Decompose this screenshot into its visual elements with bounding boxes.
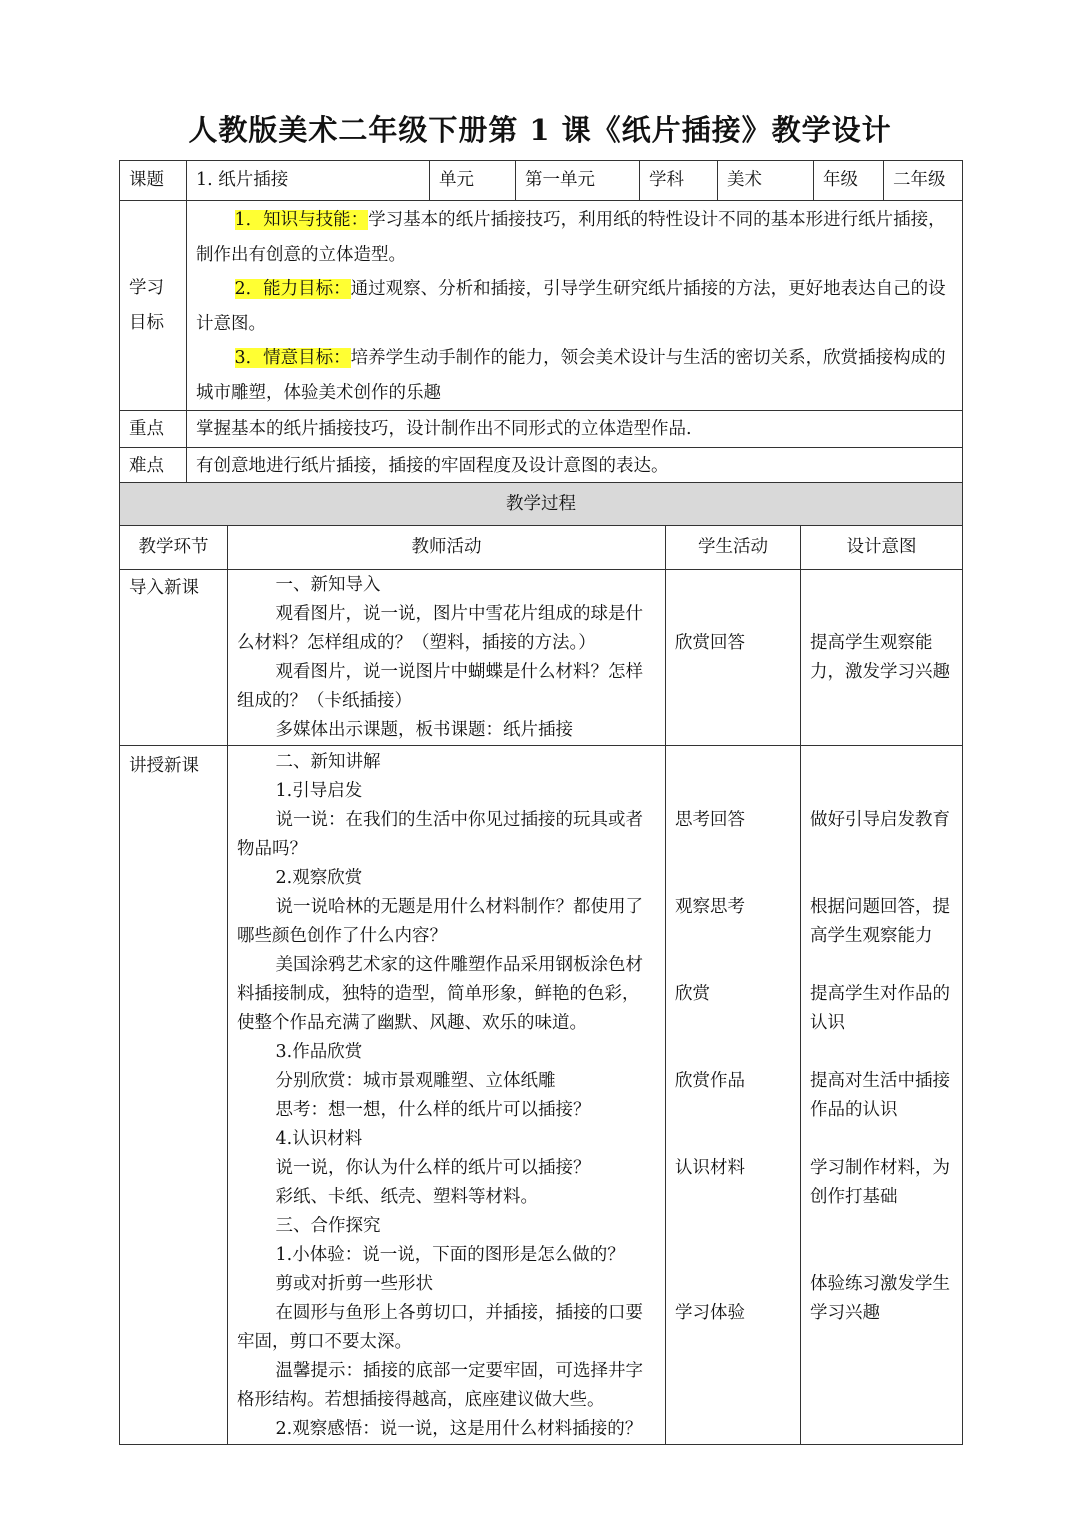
goals-label: 学习 目标 [120, 201, 187, 411]
course-value: 1. 纸片插接 [187, 161, 430, 201]
info-table [119, 160, 963, 485]
goals-content [187, 201, 963, 411]
goal-item-1: 1．知识与技能：学习基本的纸片插接技巧，利用纸的特性设计不同的基本形进行纸片插接，制作出有创意的立体造型。 [196, 210, 946, 265]
teach-row [120, 746, 963, 1445]
intro-stage: 导入新课 [120, 570, 228, 746]
subject-label: 学科 [640, 161, 718, 201]
col-stage-header: 教学环节 [120, 526, 228, 570]
col-student-header: 学生活动 [666, 526, 801, 570]
difficulty-label: 难点 [120, 448, 187, 485]
goal-tag-3: 3．情意目标： [234, 348, 351, 368]
process-table [119, 482, 963, 1445]
intro-teacher: 一、新知导入 观看图片，说一说，图片中雪花片组成的球是什么材料？怎样组成的？（塑料，插接的方法。） 观看图片，说一说图片中蝴蝶是什么材料？怎样组成的？（卡纸插接） 多媒体出示课题，板书课题：纸片插接 [228, 570, 666, 746]
process-heading-row [120, 483, 963, 526]
unit-value: 第一单元 [516, 161, 640, 201]
info-row [120, 161, 963, 201]
teach-teacher: 二、新知讲解 1.引导启发 说一说：在我们的生活中你见过插接的玩具或者物品吗？ 2.观察欣赏 说一说哈林的无题是用什么材料制作？都使用了哪些颜色创作了什么内容？ 美国涂鸦艺术家的这件雕塑作品采用钢板涂色材料插接制成，独特的造型，简单形象，鲜艳的色彩，使整个作品充满了幽默、风趣、欢乐的味道。 3.作品欣赏 分别欣赏：城市景观雕塑、立体纸雕 思考：想一想，什么样的纸片可以插接？ 4.认识材料 说一说，你认为什么样的纸片可以插接？ 彩纸、卡纸、纸壳、塑料等材料。 三、合作探究 1.小体验：说一说，下面的图形是怎么做的？ 剪或对折剪一些形状 在圆形与鱼形上各剪切口，并插接，插接的口要牢固，剪口不要太深。 温馨提示：插接的底部一定要牢固，可选择井字格形结构。若想插接得越高，底座建议做大些。 2.观察感悟：说一说，这是用什么材料插接的？ [228, 746, 666, 1445]
goals-row [120, 201, 963, 411]
intro-intent: 提高学生观察能力，激发学习兴趣 [801, 570, 963, 746]
col-intent-header: 设计意图 [801, 526, 963, 570]
unit-label: 单元 [430, 161, 516, 201]
col-teacher-header: 教师活动 [228, 526, 666, 570]
key-point-row [120, 411, 963, 448]
column-header-row [120, 526, 963, 570]
grade-label: 年级 [814, 161, 884, 201]
intro-student: 欣赏回答 [666, 570, 801, 746]
key-point-text: 掌握基本的纸片插接技巧，设计制作出不同形式的立体造型作品. [187, 411, 963, 448]
teach-stage: 讲授新课 [120, 746, 228, 1445]
goal-tag-2: 2．能力目标： [234, 279, 351, 299]
goal-tag-1: 1．知识与技能： [234, 210, 369, 230]
key-point-label: 重点 [120, 411, 187, 448]
difficulty-row [120, 448, 963, 485]
subject-value: 美术 [718, 161, 814, 201]
grade-value: 二年级 [884, 161, 963, 201]
difficulty-text: 有创意地进行纸片插接，插接的牢固程度及设计意图的表达。 [187, 448, 963, 485]
teach-intent: 做好引导启发教育 根据问题回答，提高学生观察能力 提高学生对作品的认识 提高对生活中插接作品的认识 学习制作材料，为创作打基础 体验练习激发学生学习兴趣 [801, 746, 963, 1445]
goal-item-2: 2．能力目标：通过观察、分析和插接，引导学生研究纸片插接的方法，更好地表达自己的设计意图。 [196, 279, 946, 334]
intro-row [120, 570, 963, 746]
teach-student: 思考回答 观察思考 欣赏 欣赏作品 认识材料 学习体验 [666, 746, 801, 1445]
process-heading: 教学过程 [120, 483, 963, 526]
document-title: 人教版美术二年级下册第 1 课《纸片插接》教学设计 [188, 113, 892, 147]
course-label: 课题 [120, 161, 187, 201]
goal-item-3: 3．情意目标：培养学生动手制作的能力，领会美术设计与生活的密切关系，欣赏插接构成的城市雕塑，体验美术创作的乐趣 [196, 348, 946, 403]
